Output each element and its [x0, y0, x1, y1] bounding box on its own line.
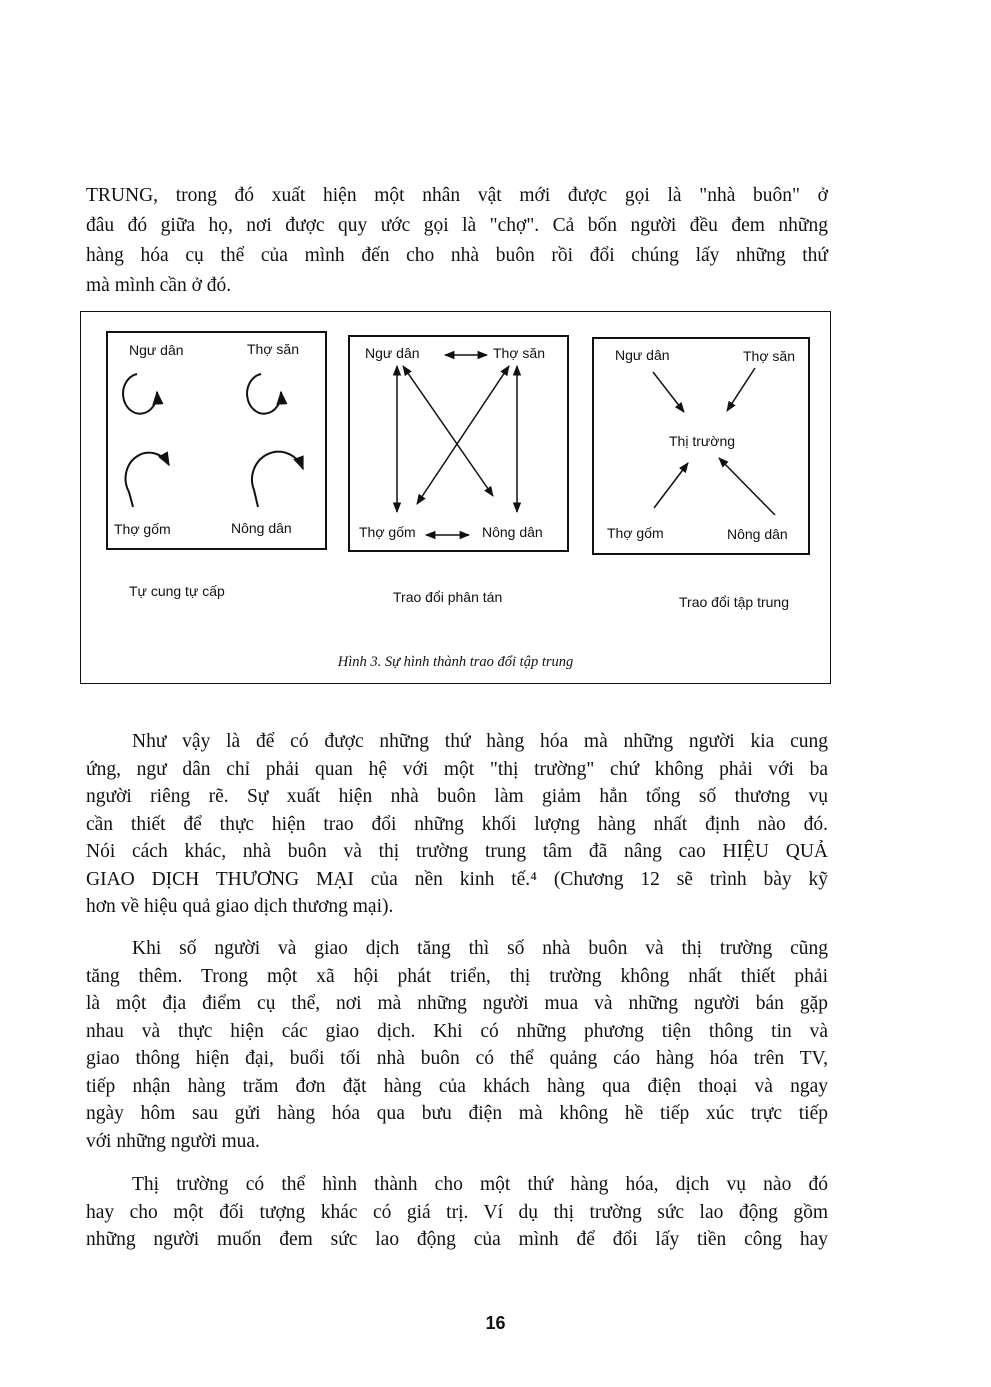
cycle-arrow-icon — [247, 374, 281, 414]
paragraph-1 — [86, 728, 828, 921]
text-line: GIAO DỊCH THƯƠNG MẠI của nền kinh tế.⁴ (Chương 12 sẽ trình bày kỹ — [86, 868, 828, 890]
panel2-potter-label: Thợ gốm — [359, 524, 416, 540]
text-line: hay cho một đối tượng khác có giá trị. Ví dụ thị trường sức lao động gồm — [86, 1201, 828, 1223]
panel1-frame — [107, 332, 326, 549]
text-line: Thị trường có thể hình thành cho một thứ hàng hóa, dịch vụ nào đó — [132, 1174, 828, 1195]
text-line: cần thiết để thực hiện trao đổi những khối lượng hàng nhất định nào đó. — [86, 813, 828, 835]
arrow-farmer-market — [719, 458, 775, 515]
panel2-fisherman-label: Ngư dân — [365, 345, 420, 361]
panel1-hunter-label: Thợ săn — [247, 341, 299, 357]
arrow-potter-market — [654, 463, 688, 508]
panel2-frame — [349, 336, 568, 551]
panel2-hunter-label: Thợ săn — [493, 345, 545, 361]
arrow-hunter-market — [727, 368, 755, 411]
panel1-potter-label: Thợ gốm — [114, 521, 171, 537]
text-line: giao thông hiện đại, buổi tối nhà buôn có thể quảng cáo hàng hóa trên TV, — [86, 1048, 828, 1069]
panel1-farmer-label: Nông dân — [231, 520, 292, 536]
figure-caption: Hình 3. Sự hình thành trao đổi tập trung — [337, 654, 574, 670]
text-line: Như vậy là để có được những thứ hàng hóa mà những người kia cung — [132, 731, 828, 752]
text-line: Nói cách khác, nhà buôn và thị trường trung tâm đã nâng cao HIỆU QUẢ — [86, 841, 828, 862]
text-line: đâu đó giữa họ, nơi được quy ước gọi là "chợ". Cả bốn người đều đem những — [86, 215, 828, 236]
text-line: tiếp nhận hàng trăm đơn đặt hàng của khách hàng qua điện thoại và ngay — [86, 1075, 828, 1097]
arrow-hunter-potter — [417, 366, 509, 504]
panel3-hunter-label: Thợ săn — [743, 348, 795, 364]
text-line: ứng, ngư dân chỉ phải quan hệ với một "thị trường" chứ không phải với ba — [86, 758, 828, 780]
text-line: nhau và thực hiện các giao dịch. Khi có những phương tiện thông tin và — [86, 1020, 828, 1042]
text-line: mà mình cần ở đó. — [86, 275, 232, 296]
panel2-farmer-label: Nông dân — [482, 524, 543, 540]
panel1-fisherman-label: Ngư dân — [129, 342, 184, 358]
text-line: người riêng rẽ. Sự xuất hiện nhà buôn làm giảm hẳn tổng số thương vụ — [86, 786, 828, 807]
panel1-title: Tự cung tự cấp — [129, 583, 225, 599]
figure-diagram — [81, 312, 832, 685]
intro-paragraph — [86, 181, 828, 301]
text-line: những người muốn đem sức lao động của mình để đổi lấy tiền công hay — [86, 1229, 828, 1250]
panel3-fisherman-label: Ngư dân — [615, 347, 670, 363]
arrow-fisher-farmer — [403, 366, 493, 496]
arrow-fisher-market — [653, 372, 684, 412]
panel3-potter-label: Thợ gốm — [607, 525, 664, 541]
text-line: hàng hóa cụ thể của mình đến cho nhà buôn rồi đổi chúng lấy những thứ — [86, 245, 828, 266]
page-number: 16 — [485, 1313, 506, 1333]
paragraph-2 — [86, 935, 828, 1155]
text-line: với những người mua. — [86, 1130, 260, 1152]
text-line: TRUNG, trong đó xuất hiện một nhân vật mới được gọi là "nhà buôn" ở — [86, 185, 828, 206]
cycle-arrow-icon — [126, 453, 169, 507]
panel2-title: Trao đổi phân tán — [393, 589, 503, 605]
paragraph-3 — [86, 1171, 828, 1254]
cycle-arrow-icon — [252, 452, 303, 507]
text-line: ngày hôm sau gửi hàng hóa qua bưu điện mà không hề tiếp xúc trực tiếp — [86, 1103, 828, 1124]
figure-box — [80, 311, 831, 684]
cycle-arrow-icon — [123, 374, 157, 414]
panel3-farmer-label: Nông dân — [727, 526, 788, 542]
text-line: tăng thêm. Trong một xã hội phát triển, thị trường không nhất thiết phải — [86, 965, 828, 987]
text-line: hơn về hiệu quả giao dịch thương mại). — [86, 896, 394, 917]
panel3-title: Trao đổi tập trung — [679, 594, 789, 610]
text-line: là một địa điểm cụ thể, nơi mà những người mua và những người bán gặp — [86, 993, 828, 1014]
text-line: Khi số người và giao dịch tăng thì số nhà buôn và thị trường cũng — [132, 938, 828, 959]
panel3-market-label: Thị trường — [669, 433, 736, 449]
